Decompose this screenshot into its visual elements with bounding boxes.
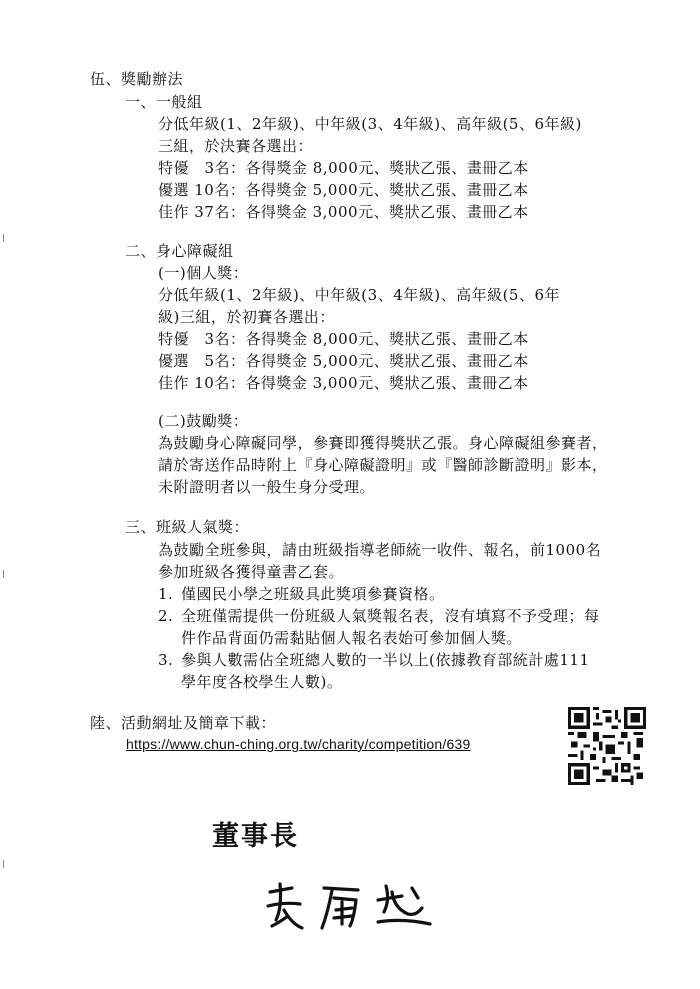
award-line: 優選 5名：各得獎金 5,000元、獎狀乙張、畫冊乙本 (158, 352, 529, 370)
encourage-award-text: 為鼓勵身心障礙同學，參賽即獲得獎狀乙張。身心障礙組參賽者， (158, 434, 608, 452)
disability-group-text: 級)三組，於初賽各選出： (158, 308, 335, 326)
encourage-award-text: 未附證明者以一般生身分受理。 (158, 478, 376, 496)
disability-group-text: 分低年級(1、2年級)、中年級(3、4年級)、高年級(5、6年 (158, 286, 561, 304)
section-title: 伍、獎勵辦法 (90, 70, 184, 88)
competition-url-link[interactable]: https://www.chun-ching.org.tw/charity/competition/639 (126, 736, 471, 752)
scan-mark (3, 234, 4, 242)
rule-text: 件作品背面仍需黏貼個人報名表始可參加個人獎。 (181, 629, 523, 647)
general-group-heading: 一、一般組 (125, 93, 203, 111)
rule-number: 1. (158, 585, 174, 603)
general-group-text: 分低年級(1、2年級)、中年級(3、4年級)、高年級(5、6年級) (158, 115, 582, 133)
encourage-award-text: 請於寄送作品時附上『身心障礙證明』或『醫師診斷證明』影本， (158, 456, 608, 474)
general-group-text: 三組，於決賽各選出： (158, 137, 314, 155)
rule-number: 3. (158, 651, 174, 669)
rule-text: 全班僅需提供一份班級人氣獎報名表，沒有填寫不予受理；每 (181, 607, 600, 625)
class-award-text: 為鼓勵全班參與，請由班級指導老師統一收件、報名，前1000名 (158, 541, 602, 559)
award-line: 優選 10名：各得獎金 5,000元、獎狀乙張、畫冊乙本 (158, 181, 529, 199)
scan-mark (3, 860, 4, 868)
disability-group-heading: 二、身心障礙組 (125, 242, 234, 260)
rule-text: 學年度各校學生人數)。 (181, 673, 343, 691)
encourage-award-heading: (二)鼓勵獎： (158, 412, 249, 430)
qr-code-icon (568, 707, 646, 785)
rule-text: 參與人數需佔全班總人數的一半以上(依據教育部統計處111 (181, 651, 590, 669)
scan-mark (3, 570, 4, 578)
chairman-title: 董事長 (212, 821, 299, 852)
signature-handwriting (262, 878, 442, 934)
rule-text: 僅國民小學之班級具此獎項參賽資格。 (181, 585, 445, 603)
class-award-text: 參加班級各獲得童書乙套。 (158, 563, 345, 581)
award-line: 特優 3名：各得獎金 8,000元、獎狀乙張、畫冊乙本 (158, 159, 529, 177)
download-heading: 陸、活動網址及簡章下載： (90, 714, 277, 732)
rule-number: 2. (158, 607, 174, 625)
class-award-heading: 三、班級人氣獎： (125, 518, 250, 536)
award-line: 特優 3名：各得獎金 8,000元、獎狀乙張、畫冊乙本 (158, 330, 529, 348)
individual-award-heading: (一)個人獎： (158, 264, 249, 282)
award-line: 佳作 10名：各得獎金 3,000元、獎狀乙張、畫冊乙本 (158, 374, 529, 392)
award-line: 佳作 37名：各得獎金 3,000元、獎狀乙張、畫冊乙本 (158, 203, 529, 221)
